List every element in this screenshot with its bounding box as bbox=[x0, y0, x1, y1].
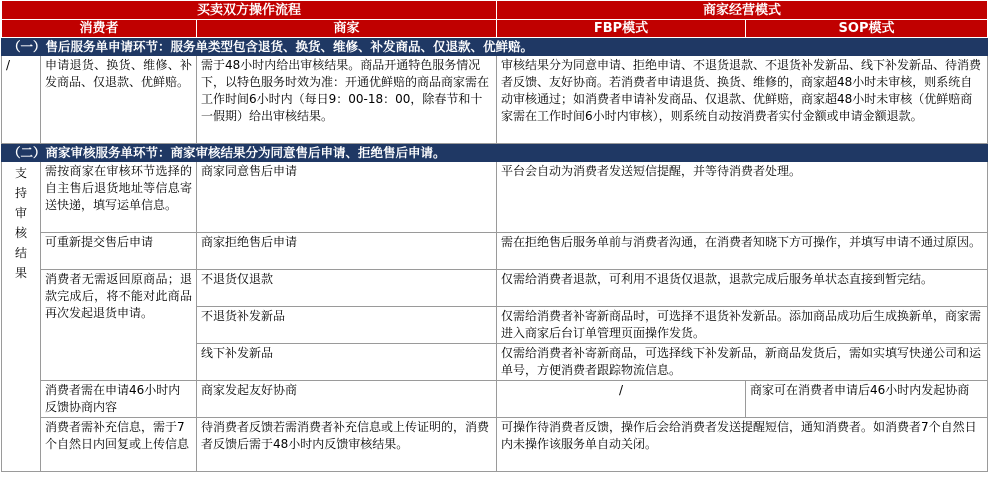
header-row-1 bbox=[2, 1, 988, 20]
table-row bbox=[2, 56, 988, 144]
table-row bbox=[2, 381, 988, 418]
mode-cell: 仅需给消费者退款，可利用不退货仅退款，退款完成后服务单状态直接到暂完结。 bbox=[497, 270, 988, 307]
section-2-side-cell: 支持审核结果 bbox=[2, 162, 41, 472]
table-row bbox=[2, 418, 988, 472]
process-flow-header: 买卖双方操作流程 bbox=[2, 1, 497, 20]
table-row bbox=[2, 233, 988, 270]
consumer-cell: 消费者需补充信息，需于7个自然日内回复或上传信息 bbox=[41, 418, 197, 472]
merchant-cell: 不退货仅退款 bbox=[197, 270, 497, 307]
process-table bbox=[1, 0, 988, 472]
merchant-cell: 需于48小时内给出审核结果。商品开通特色服务情况下，以特色服务时效为准：开通优鲜赔的商品商家需在工作时间6小时内（每日9：00-18：00，除春节和十一假期）给出审核结果。 bbox=[197, 56, 497, 144]
table-row bbox=[2, 162, 988, 233]
fbp-header: FBP模式 bbox=[497, 20, 746, 38]
consumer-cell: 消费者无需返回原商品；退款完成后，将不能对此商品再次发起退货申请。 bbox=[41, 270, 197, 381]
consumer-cell: 申请退货、换货、维修、补发商品、仅退款、优鲜赔。 bbox=[41, 56, 197, 144]
mode-cell: 仅需给消费者补寄新商品，可选择线下补发新品，新商品发货后，需如实填写快递公司和运单号，方便消费者跟踪物流信息。 bbox=[497, 344, 988, 381]
section-2-row bbox=[2, 144, 988, 162]
section-1-row bbox=[2, 38, 988, 56]
mode-cell: 平台会自动为消费者发送短信提醒，并等待消费者处理。 bbox=[497, 162, 988, 233]
fbp-cell: / bbox=[497, 381, 746, 418]
section-2-title: （二）商家审核服务单环节：商家审核结果分为同意售后申请、拒绝售后申请。 bbox=[2, 144, 988, 162]
mode-cell: 审核结果分为同意申请、拒绝申请、不退货退款、不退货补发新品、线下补发新品、待消费者反馈、友好协商。若消费者申请退货、换货、维修的，商家超48小时未审核，则系统自动审核通过；如消费者申请补发商品、仅退款、优鲜赔，商家超48小时未审核（优鲜赔商家需在工作时间6小时内审核），则系统自动按消费者实付金额或申请金额退款。 bbox=[497, 56, 988, 144]
consumer-cell: 可重新提交售后申请 bbox=[41, 233, 197, 270]
section-1-title: （一）售后服务单申请环节：服务单类型包含退货、换货、维修、补发商品、仅退款、优鲜赔。 bbox=[2, 38, 988, 56]
table-row bbox=[2, 270, 988, 307]
mode-cell: 需在拒绝售后服务单前与消费者沟通，在消费者知晓下方可操作，并填写申请不通过原因。 bbox=[497, 233, 988, 270]
consumer-header: 消费者 bbox=[2, 20, 197, 38]
merchant-cell: 商家拒绝售后申请 bbox=[197, 233, 497, 270]
sop-header: SOP模式 bbox=[746, 20, 988, 38]
consumer-cell: 需按商家在审核环节选择的自主售后退货地址等信息寄送快递，填写运单信息。 bbox=[41, 162, 197, 233]
mode-cell: 可操作待消费者反馈，操作后会给消费者发送提醒短信，通知消费者。如消费者7个自然日内未操作该服务单自动关闭。 bbox=[497, 418, 988, 472]
merchant-cell: 商家发起友好协商 bbox=[197, 381, 497, 418]
consumer-cell: 消费者需在申请46小时内反馈协商内容 bbox=[41, 381, 197, 418]
section-1-side-cell: / bbox=[2, 56, 41, 144]
header-row-2 bbox=[2, 20, 988, 38]
mode-cell: 仅需给消费者补寄新商品时，可选择不退货补发新品。添加商品成功后生成换新单，商家需进入商家后台订单管理页面操作发货。 bbox=[497, 307, 988, 344]
merchant-cell: 待消费者反馈若需消费者补充信息或上传证明的，消费者反馈后需于48小时内反馈审核结果。 bbox=[197, 418, 497, 472]
sop-cell: 商家可在消费者申请后46小时内发起协商 bbox=[746, 381, 988, 418]
merchant-header: 商家 bbox=[197, 20, 497, 38]
merchant-cell: 商家同意售后申请 bbox=[197, 162, 497, 233]
merchant-cell: 线下补发新品 bbox=[197, 344, 497, 381]
business-mode-header: 商家经营模式 bbox=[497, 1, 988, 20]
merchant-cell: 不退货补发新品 bbox=[197, 307, 497, 344]
